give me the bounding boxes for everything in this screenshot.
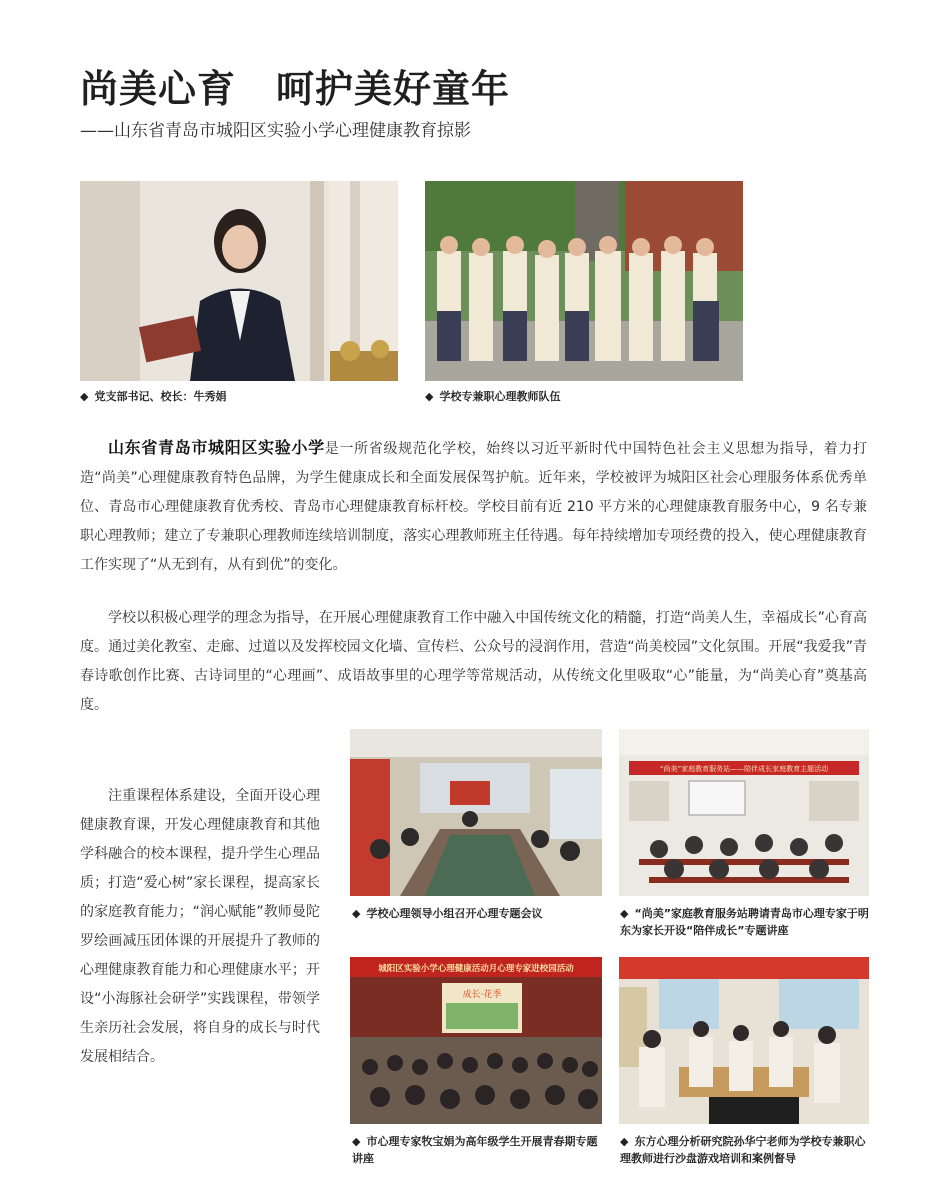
expert-lecture-banner: 城阳区实验小学心理健康活动月心理专家进校园活动 — [378, 964, 574, 974]
principal-caption: ◆ 党支部书记、校长：牛秀娟 — [80, 390, 227, 403]
teacher-team-photo — [425, 181, 743, 381]
page-subtitle: ——山东省青岛市城阳区实验小学心理健康教育掠影 — [80, 121, 471, 141]
intro-paragraph: 山东省青岛市城阳区实验小学是一所省级规范化学校，始终以习近平新时代中国特色社会主义思想为指导，着力打造“尚美”心理健康教育特色品牌，为学生健康成长和全面发展保驾护航。近年来，学校被评为城阳区社会心理服务体系优秀单位、青岛市心理健康教育优秀校、青岛市心理健康教育标杆校。学校目前有近 210 平方米的心理健康教育服务中心，9 名专兼职心理教师；建立了专兼职心理教师连续培训制度，落实心理教师班主任待遇。每年持续增加专项经费的投入，使心理健康教育工作实现了“从无到有，从有到优”的变化。 — [80, 438, 867, 573]
page-title: 尚美心育 呵护美好童年 — [80, 67, 511, 111]
principal-photo — [80, 181, 398, 381]
teacher-team-caption: ◆ 学校专兼职心理教师队伍 — [425, 390, 561, 403]
parent-lecture-caption: ◆ “尚美”家庭教育服务站聘请青岛市心理专家于明东为家长开设“陪伴成长”专题讲座 — [620, 907, 869, 937]
school-name: 山东省青岛市城阳区实验小学 — [108, 438, 325, 457]
expert-lecture-caption: ◆ 市心理专家牧宝娟为高年级学生开展青春期专题讲座 — [352, 1135, 598, 1165]
sandplay-training-caption: ◆ 东方心理分析研究院孙华宁老师为学校专兼职心理教师进行沙盘游戏培训和案例督导 — [620, 1135, 866, 1165]
sandplay-training-photo — [619, 957, 869, 1124]
meeting-caption: ◆ 学校心理领导小组召开心理专题会议 — [352, 907, 543, 920]
parent-lecture-photo — [619, 729, 869, 896]
curriculum-paragraph: 注重课程体系建设，全面开设心理健康教育课，开发心理健康教育和其他学科融合的校本课程，提升学生心理品质；打造“爱心树”家长课程，提高家长的家庭教育能力；“润心赋能”教师曼陀罗绘画减压团体课的开展提升了教师的心理健康教育能力和心理健康水平；开设“小海豚社会研学”实践课程，带领学生亲历社会发展，将自身的成长与时代发展相结合。 — [80, 788, 320, 1065]
expert-lecture-screen-title: 成长·花季 — [462, 990, 502, 1000]
culture-paragraph: 学校以积极心理学的理念为指导，在开展心理健康教育工作中融入中国传统文化的精髓，打造“尚美人生，幸福成长”心育高度。通过美化教室、走廊、过道以及发挥校园文化墙、宣传栏、公众号的浸润作用，营造“尚美校园”文化氛围。开展“我爱我”青春诗歌创作比赛、古诗词里的“心理画”、成语故事里的心理学等常规活动，从传统文化里吸取“心”能量，为“尚美心育”奠基高度。 — [80, 610, 867, 713]
meeting-photo — [350, 729, 602, 896]
parent-lecture-banner: “尚美”家庭教育服务站——陪伴成长家庭教育主题活动 — [659, 765, 829, 773]
expert-lecture-photo — [350, 957, 602, 1124]
